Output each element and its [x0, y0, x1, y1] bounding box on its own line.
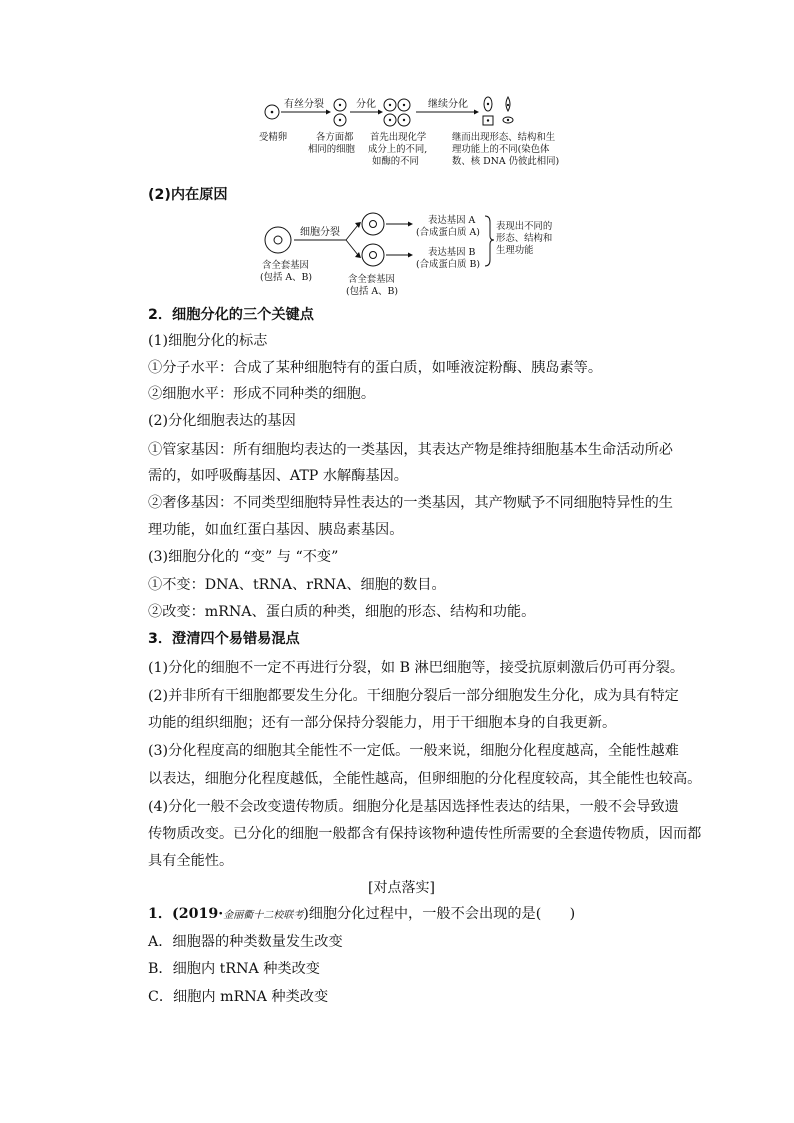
protein-a-label: (合成蛋白质 A) [416, 227, 480, 238]
arrow-label-mitosis: 有丝分裂 [284, 99, 324, 110]
paragraph-13b: 传物质改变。已分化的细胞一般都含有保持该物种遗传性所需要的全套遗传物质，因而都 [148, 826, 702, 842]
caption-identical-cells-1: 各方面都 [316, 132, 354, 143]
parent-caption-2: (包括 A、B) [260, 272, 313, 283]
caption-chemical-diff-3: 如酶的不同 [372, 156, 419, 167]
option-c: C．细胞内 mRNA 种类改变 [148, 989, 329, 1005]
parent-caption-1: 含全套基因 [262, 260, 309, 271]
question-1 [148, 904, 575, 926]
daughter-caption-1: 含全套基因 [348, 274, 395, 285]
gene-a-label: 表达基因 A [428, 215, 476, 226]
option-b: B．细胞内 tRNA 种类改变 [148, 961, 320, 977]
daughter-caption-2: (包括 A、B) [346, 286, 399, 297]
question-1-text: )细胞分化过程中，一般不会出现的是( ) [303, 906, 576, 922]
paragraph-13c: 具有全能性。 [148, 853, 234, 869]
gene-b-label: 表达基因 B [428, 247, 476, 258]
arrow-label-further-differentiation: 继续分化 [428, 99, 468, 110]
paragraph-5a: ①管家基因：所有细胞均表达的一类基因，其表达产物是维持细胞基本生命活动所必 [148, 442, 673, 458]
paragraph-8: ①不变：DNA、tRNA、rRNA、细胞的数目。 [148, 577, 446, 593]
daughter-cell-b [362, 244, 384, 266]
daughter-cell-a [362, 213, 384, 235]
paragraph-1: (1)细胞分化的标志 [148, 333, 268, 349]
paragraph-5b: 需的，如呼吸酶基因、ATP 水解酶基因。 [148, 468, 408, 484]
paragraph-3: ②细胞水平：形成不同种类的细胞。 [148, 386, 376, 402]
paragraph-13a: (4)分化一般不会改变遗传物质。细胞分化是基因选择性表达的结果，一般不会导致遗 [148, 799, 679, 815]
result-line-2: 形态、结构和 [496, 233, 553, 244]
question-1-prefix: 1．(2019· [148, 906, 224, 922]
paragraph-10: (1)分化的细胞不一定不再进行分裂，如 B 淋巴细胞等，接受抗原刺激后仍可再分裂。 [148, 660, 685, 676]
result-line-1: 表现出不同的 [496, 221, 553, 232]
question-1-source: 金丽衢十二校联考 [223, 910, 304, 921]
caption-structural-diff-2: 理功能上的不同(染色体 [452, 144, 550, 155]
arrow-label-cell-division: 细胞分裂 [300, 227, 340, 238]
cell-differentiation-diagram [258, 96, 568, 174]
caption-chemical-diff-1: 首先出现化学 [370, 132, 427, 143]
arrow-label-differentiation: 分化 [356, 99, 376, 110]
section-heading-3: 3．澄清四个易错易混点 [148, 631, 300, 647]
paragraph-12a: (3)分化程度高的细胞其全能性不一定低。一般来说，细胞分化程度越高，全能性越难 [148, 743, 679, 759]
paragraph-4: (2)分化细胞表达的基因 [148, 413, 296, 429]
paragraph-9: ②改变：mRNA、蛋白质的种类，细胞的形态、结构和功能。 [148, 604, 536, 620]
gene-expression-diagram [258, 210, 568, 300]
paragraph-6b: 理功能，如血红蛋白基因、胰岛素基因。 [148, 522, 404, 538]
parent-cell [265, 227, 291, 253]
paragraph-2: ①分子水平：合成了某种细胞特有的蛋白质，如唾液淀粉酶、胰岛素等。 [148, 360, 603, 376]
caption-chemical-diff-2: 成分上的不同, [368, 144, 428, 155]
paragraph-7: (3)细胞分化的 “变” 与 “不变” [148, 549, 339, 565]
section-heading-2: 2．细胞分化的三个关键点 [148, 307, 314, 323]
protein-b-label: (合成蛋白质 B) [416, 259, 481, 270]
paragraph-11a: (2)并非所有干细胞都要发生分化。干细胞分裂后一部分细胞发生分化，成为具有特定 [148, 688, 679, 704]
paragraph-11b: 功能的组织细胞；还有一部分保持分裂能力，用于干细胞本身的自我更新。 [148, 715, 617, 731]
caption-structural-diff-1: 继而出现形态、结构和生 [452, 132, 556, 143]
result-brace [485, 216, 494, 266]
result-line-3: 生理功能 [496, 245, 534, 256]
practice-section-title: [对点落实] [368, 880, 435, 896]
paragraph-6a: ②奢侈基因：不同类型细胞特异性表达的一类基因，其产物赋予不同细胞特异性的生 [148, 495, 673, 511]
caption-zygote: 受精卵 [259, 132, 288, 143]
option-a: A．细胞器的种类数量发生改变 [148, 934, 343, 950]
internal-cause-heading: (2)内在原因 [148, 187, 228, 203]
caption-identical-cells-2: 相同的细胞 [308, 144, 355, 155]
caption-structural-diff-3: 数、核 DNA 仍彼此相同) [452, 156, 560, 167]
paragraph-12b: 以表达，细胞分化程度越低，全能性越高，但卵细胞的分化程度较高，其全能性也较高。 [148, 771, 702, 787]
